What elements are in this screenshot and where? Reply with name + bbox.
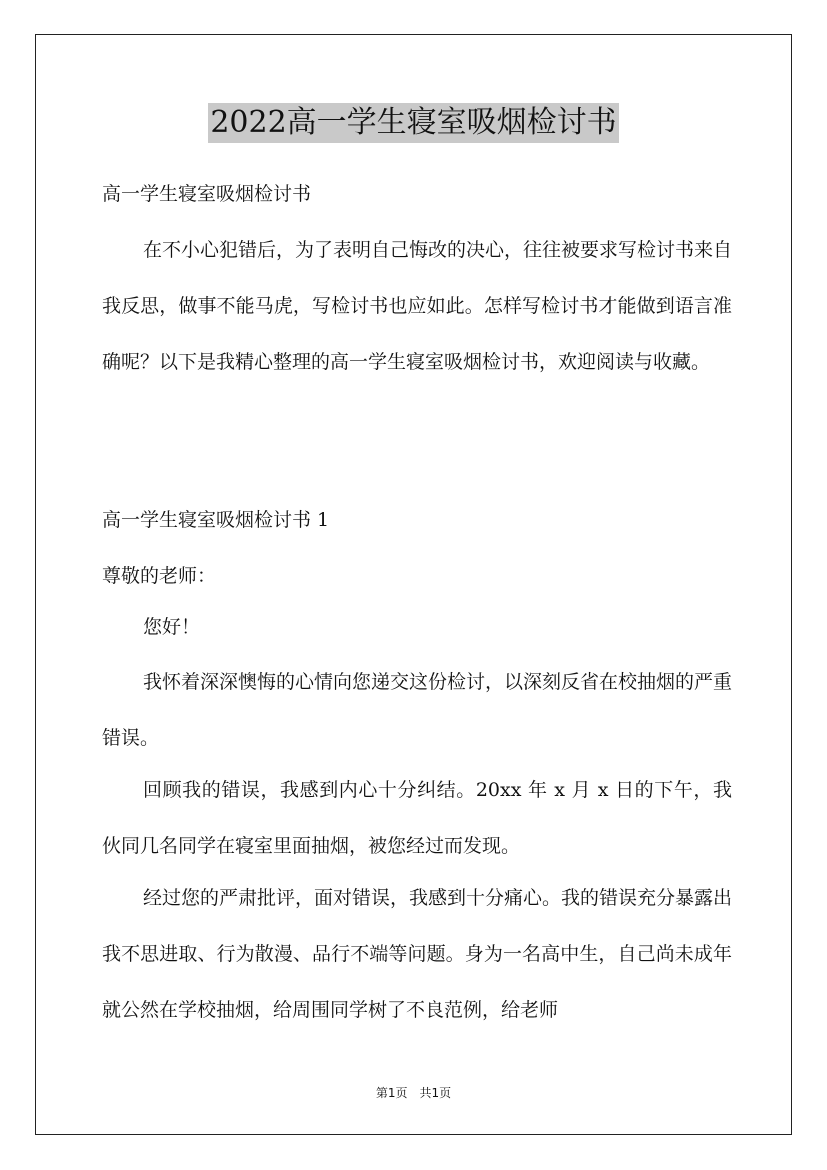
greeting: 您好！ bbox=[143, 616, 201, 638]
page-footer: 第1页 共1页 bbox=[375, 1086, 452, 1100]
body-paragraph-3: 经过您的严肃批评，面对错误，我感到十分痛心。我的错误充分暴露出我不思进取、行为散漫、品行不端等问题。身为一名高中生，自己尚未成年就公然在学校抽烟，给周围同学树了不良范例，给老师 bbox=[102, 887, 733, 1021]
body-paragraph-2: 回顾我的错误，我感到内心十分纠结。20xx 年 x 月 x 日的下午，我伙同几名同学在寝室里面抽烟，被您经过而发现。 bbox=[102, 779, 732, 857]
section-heading: 高一学生寝室吸烟检讨书 1 bbox=[102, 509, 330, 531]
intro-paragraph: 在不小心犯错后，为了表明自己悔改的决心，往往被要求写检讨书来自我反思，做事不能马虎，写检讨书也应如此。怎样写检讨书才能做到语言准确呢？以下是我精心整理的高一学生寝室吸烟检讨书，欢迎阅读与收藏。 bbox=[102, 239, 733, 373]
salutation: 尊敬的老师： bbox=[102, 565, 217, 587]
body-paragraph-1: 我怀着深深懊悔的心情向您递交这份检讨，以深刻反省在校抽烟的严重错误。 bbox=[102, 671, 733, 749]
title-container bbox=[0, 103, 827, 143]
document-title: 2022高一学生寝室吸烟检讨书 bbox=[208, 103, 618, 143]
document-subtitle: 高一学生寝室吸烟检讨书 bbox=[102, 183, 312, 205]
